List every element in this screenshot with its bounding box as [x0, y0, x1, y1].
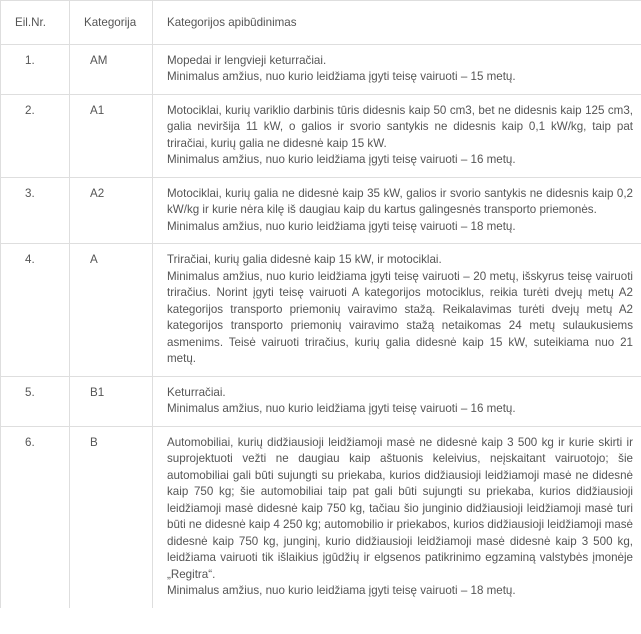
row-category: AM: [70, 44, 153, 94]
row-category: B: [70, 426, 153, 608]
row-description: [153, 177, 641, 244]
row-number: 6.: [1, 426, 70, 608]
table-row: [1, 177, 641, 244]
row-number: 5.: [1, 376, 70, 426]
row-number: 2.: [1, 94, 70, 177]
header-description: Kategorijos apibūdinimas: [153, 1, 641, 45]
row-number: 1.: [1, 44, 70, 94]
row-category: B1: [70, 376, 153, 426]
minimum-age-text: Minimalus amžius, nuo kurio leidžiama įgyti teisę vairuoti – 16 metų.: [167, 153, 516, 166]
row-description: [153, 244, 641, 377]
minimum-age-text: Minimalus amžius, nuo kurio leidžiama įgyti teisę vairuoti – 20 metų, išskyrus teisę vairuoti triračius. Norint įgyti teisę vairuoti A kategorijos motociklus, reikia turėti dvejų metų A2 kategorijos transporto priemonių vairavimo stažą. Reikalavimas turėti dvejų metų A2 kategorijos transporto priemonių vairavimo stažą netaikomas 24 metų sulaukusiems asmenims. Teisė vairuoti triračius, kurių galia didesnė kaip 15 kW, suteikiama nuo 21 metų.: [167, 269, 633, 365]
minimum-age-text: Minimalus amžius, nuo kurio leidžiama įgyti teisę vairuoti – 18 metų.: [167, 584, 516, 597]
table-row: [1, 376, 641, 426]
minimum-age-text: Minimalus amžius, nuo kurio leidžiama įgyti teisę vairuoti – 18 metų.: [167, 219, 516, 233]
description-text: Keturračiai.: [167, 385, 226, 399]
row-category: A2: [70, 177, 153, 244]
row-category: A1: [70, 94, 153, 177]
row-number: 3.: [1, 177, 70, 244]
row-description: [153, 376, 641, 426]
description-text: Motociklai, kurių galia ne didesnė kaip 35 kW, galios ir svorio santykis ne didesnis kaip 0,2 kW/kg ir kurie nėra kilę iš daugiau kaip du kartus galingesnės transporto priemonės.: [167, 186, 633, 216]
row-description: [153, 94, 641, 177]
minimum-age-text: Minimalus amžius, nuo kurio leidžiama įgyti teisę vairuoti – 16 metų.: [167, 402, 516, 415]
description-text: Automobiliai, kurių didžiausioji leidžiamoji masė ne didesnė kaip 3 500 kg ir kurie skirti ir suprojektuoti vežti ne daugiau kaip aštuonis keleivius, neįskaitant vairuotojo; šie automobiliai gali būti sujungti su priekaba, kurios didžiausioji leidžiamoji masė ne didesnė kaip 750 kg; šie automobiliai taip pat gali būti sujungti su priekaba, kurios didžiausioji leidžiamoji masė didesnė kaip 750 kg, tačiau šio junginio didžiausioji leidžiamoji masė turi būti ne didesnė kaip 4 250 kg; automobilio ir priekabos, kurios didžiausioji leidžiamoji masė didesnė kaip 750 kg, junginį, kurio didžiausioji leidžiamoji masė didesnė kaip 3 500 kg, leidžiama vairuoti tik išlaikius įgūdžių ir elgsenos patikrinimo egzaminą valstybės įmonėje „Regitra“.: [167, 435, 633, 581]
description-text: Mopedai ir lengvieji keturračiai.: [167, 53, 327, 67]
table-row: [1, 94, 641, 177]
table-row: [1, 426, 641, 608]
header-number: Eil.Nr.: [1, 1, 70, 45]
table-row: [1, 44, 641, 94]
row-description: [153, 44, 641, 94]
description-text: Motociklai, kurių variklio darbinis tūris didesnis kaip 50 cm3, bet ne didesnis kaip 125 cm3, galia neviršija 11 kW, o galios ir svorio santykis ne didesnis kaip 0,1 kW/kg, taip pat triračiai, kurių galia ne didesnė kaip 15 kW.: [167, 103, 633, 150]
description-text: Triračiai, kurių galia didesnė kaip 15 kW, ir motociklai.: [167, 253, 442, 266]
row-number: 4.: [1, 244, 70, 377]
header-category: Kategorija: [70, 1, 153, 45]
minimum-age-text: Minimalus amžius, nuo kurio leidžiama įgyti teisę vairuoti – 15 metų.: [167, 70, 516, 83]
row-category: A: [70, 244, 153, 377]
table-row: [1, 244, 641, 377]
table-header-row: [1, 1, 641, 45]
row-description: [153, 426, 641, 608]
